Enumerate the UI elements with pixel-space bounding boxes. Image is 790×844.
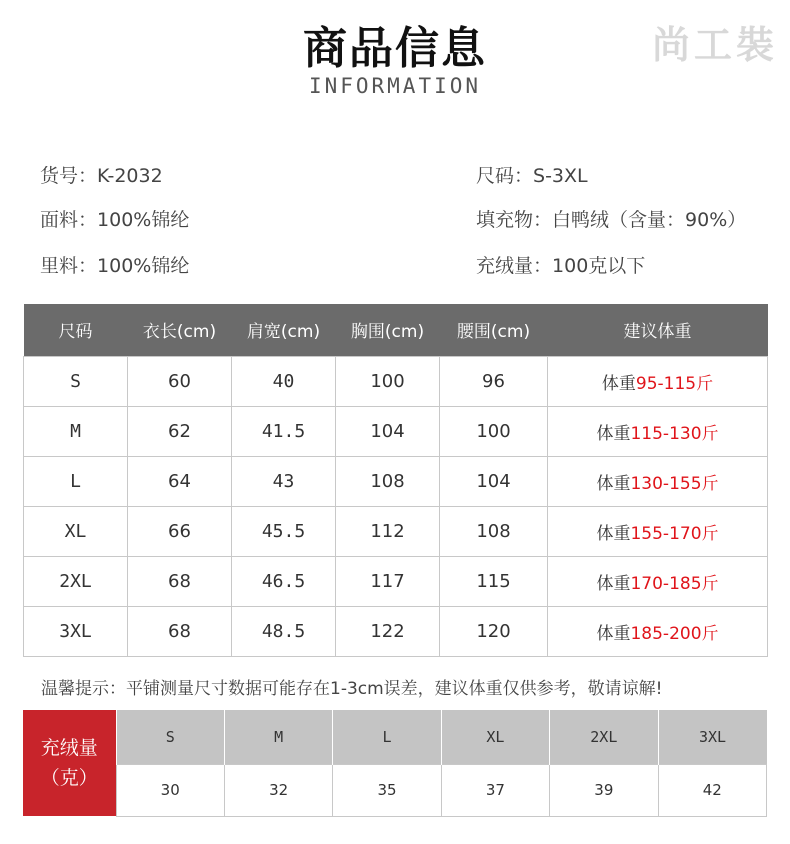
spec-label: 里料：	[40, 255, 98, 277]
down-fill-label	[23, 710, 116, 816]
down-fill-header-row	[23, 710, 767, 764]
cell-waist: 100	[440, 406, 548, 456]
cell-shoulder: 41.5	[232, 406, 336, 456]
spec-value: 白鸭绒（含量：90%）	[552, 209, 747, 231]
down-size-header: L	[333, 710, 441, 764]
spec-label: 面料：	[40, 209, 98, 231]
header-waist: 腰围(cm)	[440, 304, 548, 356]
weight-prefix: 体重	[596, 423, 631, 444]
down-fill-value: 30	[116, 764, 224, 816]
header-weight: 建议体重	[548, 304, 768, 356]
weight-prefix: 体重	[601, 373, 636, 394]
cell-size: XL	[24, 506, 128, 556]
cell-chest: 122	[336, 606, 440, 656]
weight-range: 130-155	[630, 473, 702, 494]
cell-weight	[548, 556, 768, 606]
weight-unit: 斤	[701, 523, 719, 544]
spec-fabric	[40, 205, 189, 232]
cell-waist: 96	[440, 356, 548, 406]
cell-shoulder: 48.5	[232, 606, 336, 656]
spec-size-range	[476, 161, 588, 188]
spec-label: 货号：	[40, 165, 98, 187]
spec-value: S-3XL	[533, 165, 588, 187]
spec-value: 100克以下	[552, 255, 646, 277]
weight-prefix: 体重	[596, 573, 631, 594]
cell-shoulder: 40	[232, 356, 336, 406]
table-row	[24, 506, 768, 556]
spec-label: 充绒量：	[476, 255, 553, 277]
down-size-header: S	[116, 710, 224, 764]
cell-waist: 108	[440, 506, 548, 556]
down-fill-table	[23, 710, 767, 817]
down-fill-value-row	[23, 764, 767, 816]
cell-shoulder: 46.5	[232, 556, 336, 606]
cell-shoulder: 43	[232, 456, 336, 506]
cell-waist: 120	[440, 606, 548, 656]
size-chart-table	[23, 304, 768, 657]
weight-range: 115-130	[630, 423, 702, 444]
spec-fill-weight	[476, 251, 645, 278]
down-fill-label-line2: （克）	[40, 767, 98, 789]
header-chest: 胸围(cm)	[336, 304, 440, 356]
cell-chest: 117	[336, 556, 440, 606]
cell-size: 3XL	[24, 606, 128, 656]
down-fill-value: 35	[333, 764, 441, 816]
header-length: 衣长(cm)	[128, 304, 232, 356]
table-row	[24, 456, 768, 506]
cell-chest: 104	[336, 406, 440, 456]
cell-length: 66	[128, 506, 232, 556]
cell-chest: 100	[336, 356, 440, 406]
down-size-header: M	[224, 710, 332, 764]
down-size-header: XL	[441, 710, 549, 764]
down-fill-label-line1: 充绒量	[40, 737, 98, 759]
weight-unit: 斤	[701, 623, 719, 644]
page-subtitle: INFORMATION	[308, 74, 482, 98]
weight-range: 185-200	[630, 623, 702, 644]
spec-value: 100%锦纶	[97, 255, 190, 277]
weight-unit: 斤	[701, 473, 719, 494]
weight-prefix: 体重	[596, 523, 631, 544]
spec-label: 填充物：	[476, 209, 553, 231]
brand-watermark: 尚工裝	[651, 22, 778, 67]
weight-prefix: 体重	[596, 473, 631, 494]
header-size: 尺码	[24, 304, 128, 356]
cell-length: 64	[128, 456, 232, 506]
spec-item-no	[40, 161, 163, 188]
down-fill-value: 37	[441, 764, 549, 816]
spec-value: K-2032	[97, 165, 163, 187]
weight-range: 95-115	[635, 373, 697, 394]
cell-weight	[548, 356, 768, 406]
cell-length: 60	[128, 356, 232, 406]
spec-filling	[476, 205, 746, 232]
cell-chest: 108	[336, 456, 440, 506]
down-size-header: 2XL	[550, 710, 658, 764]
weight-unit: 斤	[696, 373, 714, 394]
cell-waist: 115	[440, 556, 548, 606]
spec-label: 尺码：	[476, 165, 534, 187]
weight-unit: 斤	[701, 573, 719, 594]
cell-size: S	[24, 356, 128, 406]
cell-shoulder: 45.5	[232, 506, 336, 556]
down-size-header: 3XL	[658, 710, 766, 764]
table-row	[24, 356, 768, 406]
table-row	[24, 606, 768, 656]
cell-length: 62	[128, 406, 232, 456]
cell-length: 68	[128, 556, 232, 606]
size-chart-header-row	[24, 304, 768, 356]
table-row	[24, 556, 768, 606]
cell-weight	[548, 406, 768, 456]
weight-range: 155-170	[630, 523, 702, 544]
cell-weight	[548, 456, 768, 506]
page-title: 商品信息	[303, 23, 487, 74]
weight-range: 170-185	[630, 573, 702, 594]
down-fill-value: 39	[550, 764, 658, 816]
header-shoulder: 肩宽(cm)	[232, 304, 336, 356]
cell-waist: 104	[440, 456, 548, 506]
cell-size: L	[24, 456, 128, 506]
down-fill-value: 42	[658, 764, 766, 816]
down-fill-value: 32	[224, 764, 332, 816]
cell-size: 2XL	[24, 556, 128, 606]
spec-value: 100%锦纶	[97, 209, 190, 231]
spec-lining	[40, 251, 189, 278]
measurement-note: 温馨提示：平铺测量尺寸数据可能存在1-3cm误差，建议体重仅供参考，敬请谅解!	[41, 679, 663, 699]
weight-unit: 斤	[701, 423, 719, 444]
cell-weight	[548, 606, 768, 656]
table-row	[24, 406, 768, 456]
weight-prefix: 体重	[596, 623, 631, 644]
cell-chest: 112	[336, 506, 440, 556]
cell-length: 68	[128, 606, 232, 656]
cell-size: M	[24, 406, 128, 456]
cell-weight	[548, 506, 768, 556]
